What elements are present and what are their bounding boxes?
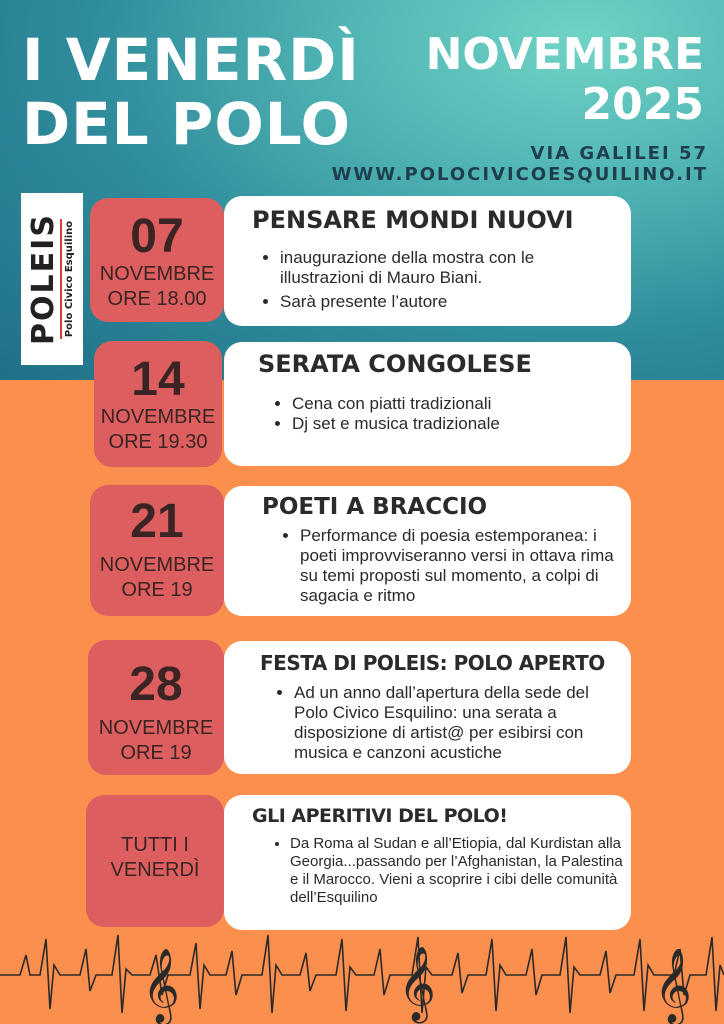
event-bullet: • Ad un anno dall’apertura della sede del Polo Civico Esquilino: una serata a disposizione di artist@ per esibirsi con musica e canzoni acustiche [294,683,624,763]
event-bullet: • Sarà presente l’autore [280,292,610,312]
event-time: ORE 19.30 [108,431,208,453]
event-card-1 [224,196,631,326]
treble-clef-icon: 𝄞 [654,949,692,1023]
poleis-logo [21,193,83,365]
logo-word: POLEIS [26,213,61,345]
event-title: SERATA CONGOLESE [258,350,532,378]
event-title: PENSARE MONDI NUOVI [252,206,574,234]
event-date-box-1 [90,198,224,322]
month-year [426,30,704,130]
street-address: VIA GALILEI 57 [530,143,708,164]
title-line-1: I VENERDÌ [22,26,360,94]
heartbeat-line [0,935,724,1013]
event-bullet: • Performance di poesia estemporanea: i poeti improvviseranno versi in ottava rima su temi proposti sul momento, a colpi di sagacia e ritmo [300,526,630,606]
event-bullet: • Da Roma al Sudan e all’Etiopia, dal Kurdistan alla Georgia...passando per l’Afghanistan, la Palestina e il Marocco. Vieni a scoprire i cibi delle comunità dell’Esquilino [290,835,630,907]
event-month: NOVEMBRE [100,406,216,428]
event-card-4 [224,641,631,774]
event-month: NOVEMBRE [98,717,214,739]
event-day: 21 [130,495,184,548]
event-month: NOVEMBRE [99,554,215,576]
event-bullets [258,248,610,312]
event-bullets [272,683,624,763]
event-date-box-5 [86,795,224,927]
month-label: NOVEMBRE [425,29,704,80]
event-card-3 [224,486,631,616]
event-time: ORE 19 [121,579,193,601]
website-link[interactable]: WWW.POLOCIVICOESQUILINO.IT [331,164,708,185]
year-label: 2025 [581,79,704,130]
event-bullet: • Cena con piatti tradizionali [292,394,622,414]
treble-clef-icon: 𝄞 [142,949,180,1023]
event-date-box-2 [94,341,222,467]
page-title [22,28,360,156]
event-bullet: • inaugurazione della mostra con le illustrazioni di Mauro Biani. [280,248,610,288]
event-time: ORE 19 [120,742,192,764]
event-bullet: • Dj set e musica tradizionale [292,414,622,434]
event-time: ORE 18.00 [107,288,207,310]
event-recurrence-line-1: TUTTI I [121,834,189,856]
address-block [332,143,708,185]
event-bullets [268,835,630,907]
event-title: GLI APERITIVI DEL POLO! [252,805,508,827]
title-line-2: DEL POLO [22,90,351,158]
event-bullets [278,526,630,606]
event-day: 28 [129,658,183,711]
event-card-5 [224,795,631,930]
event-date-box-3 [90,485,224,616]
event-title: FESTA DI POLEIS: POLO APERTO [260,651,605,675]
heartbeat-music-decoration [0,925,724,1024]
event-day: 07 [130,210,184,263]
event-month: NOVEMBRE [99,263,215,285]
treble-clef-icon: 𝄞 [398,947,436,1021]
logo-subtitle: Polo Civico Esquilino [60,219,76,339]
event-bullets [270,394,622,434]
event-title: POETI A BRACCIO [262,494,488,520]
event-card-2 [224,342,631,466]
event-date-box-4 [88,640,224,775]
event-recurrence-line-2: VENERDÌ [110,859,200,881]
event-day: 14 [131,353,185,406]
